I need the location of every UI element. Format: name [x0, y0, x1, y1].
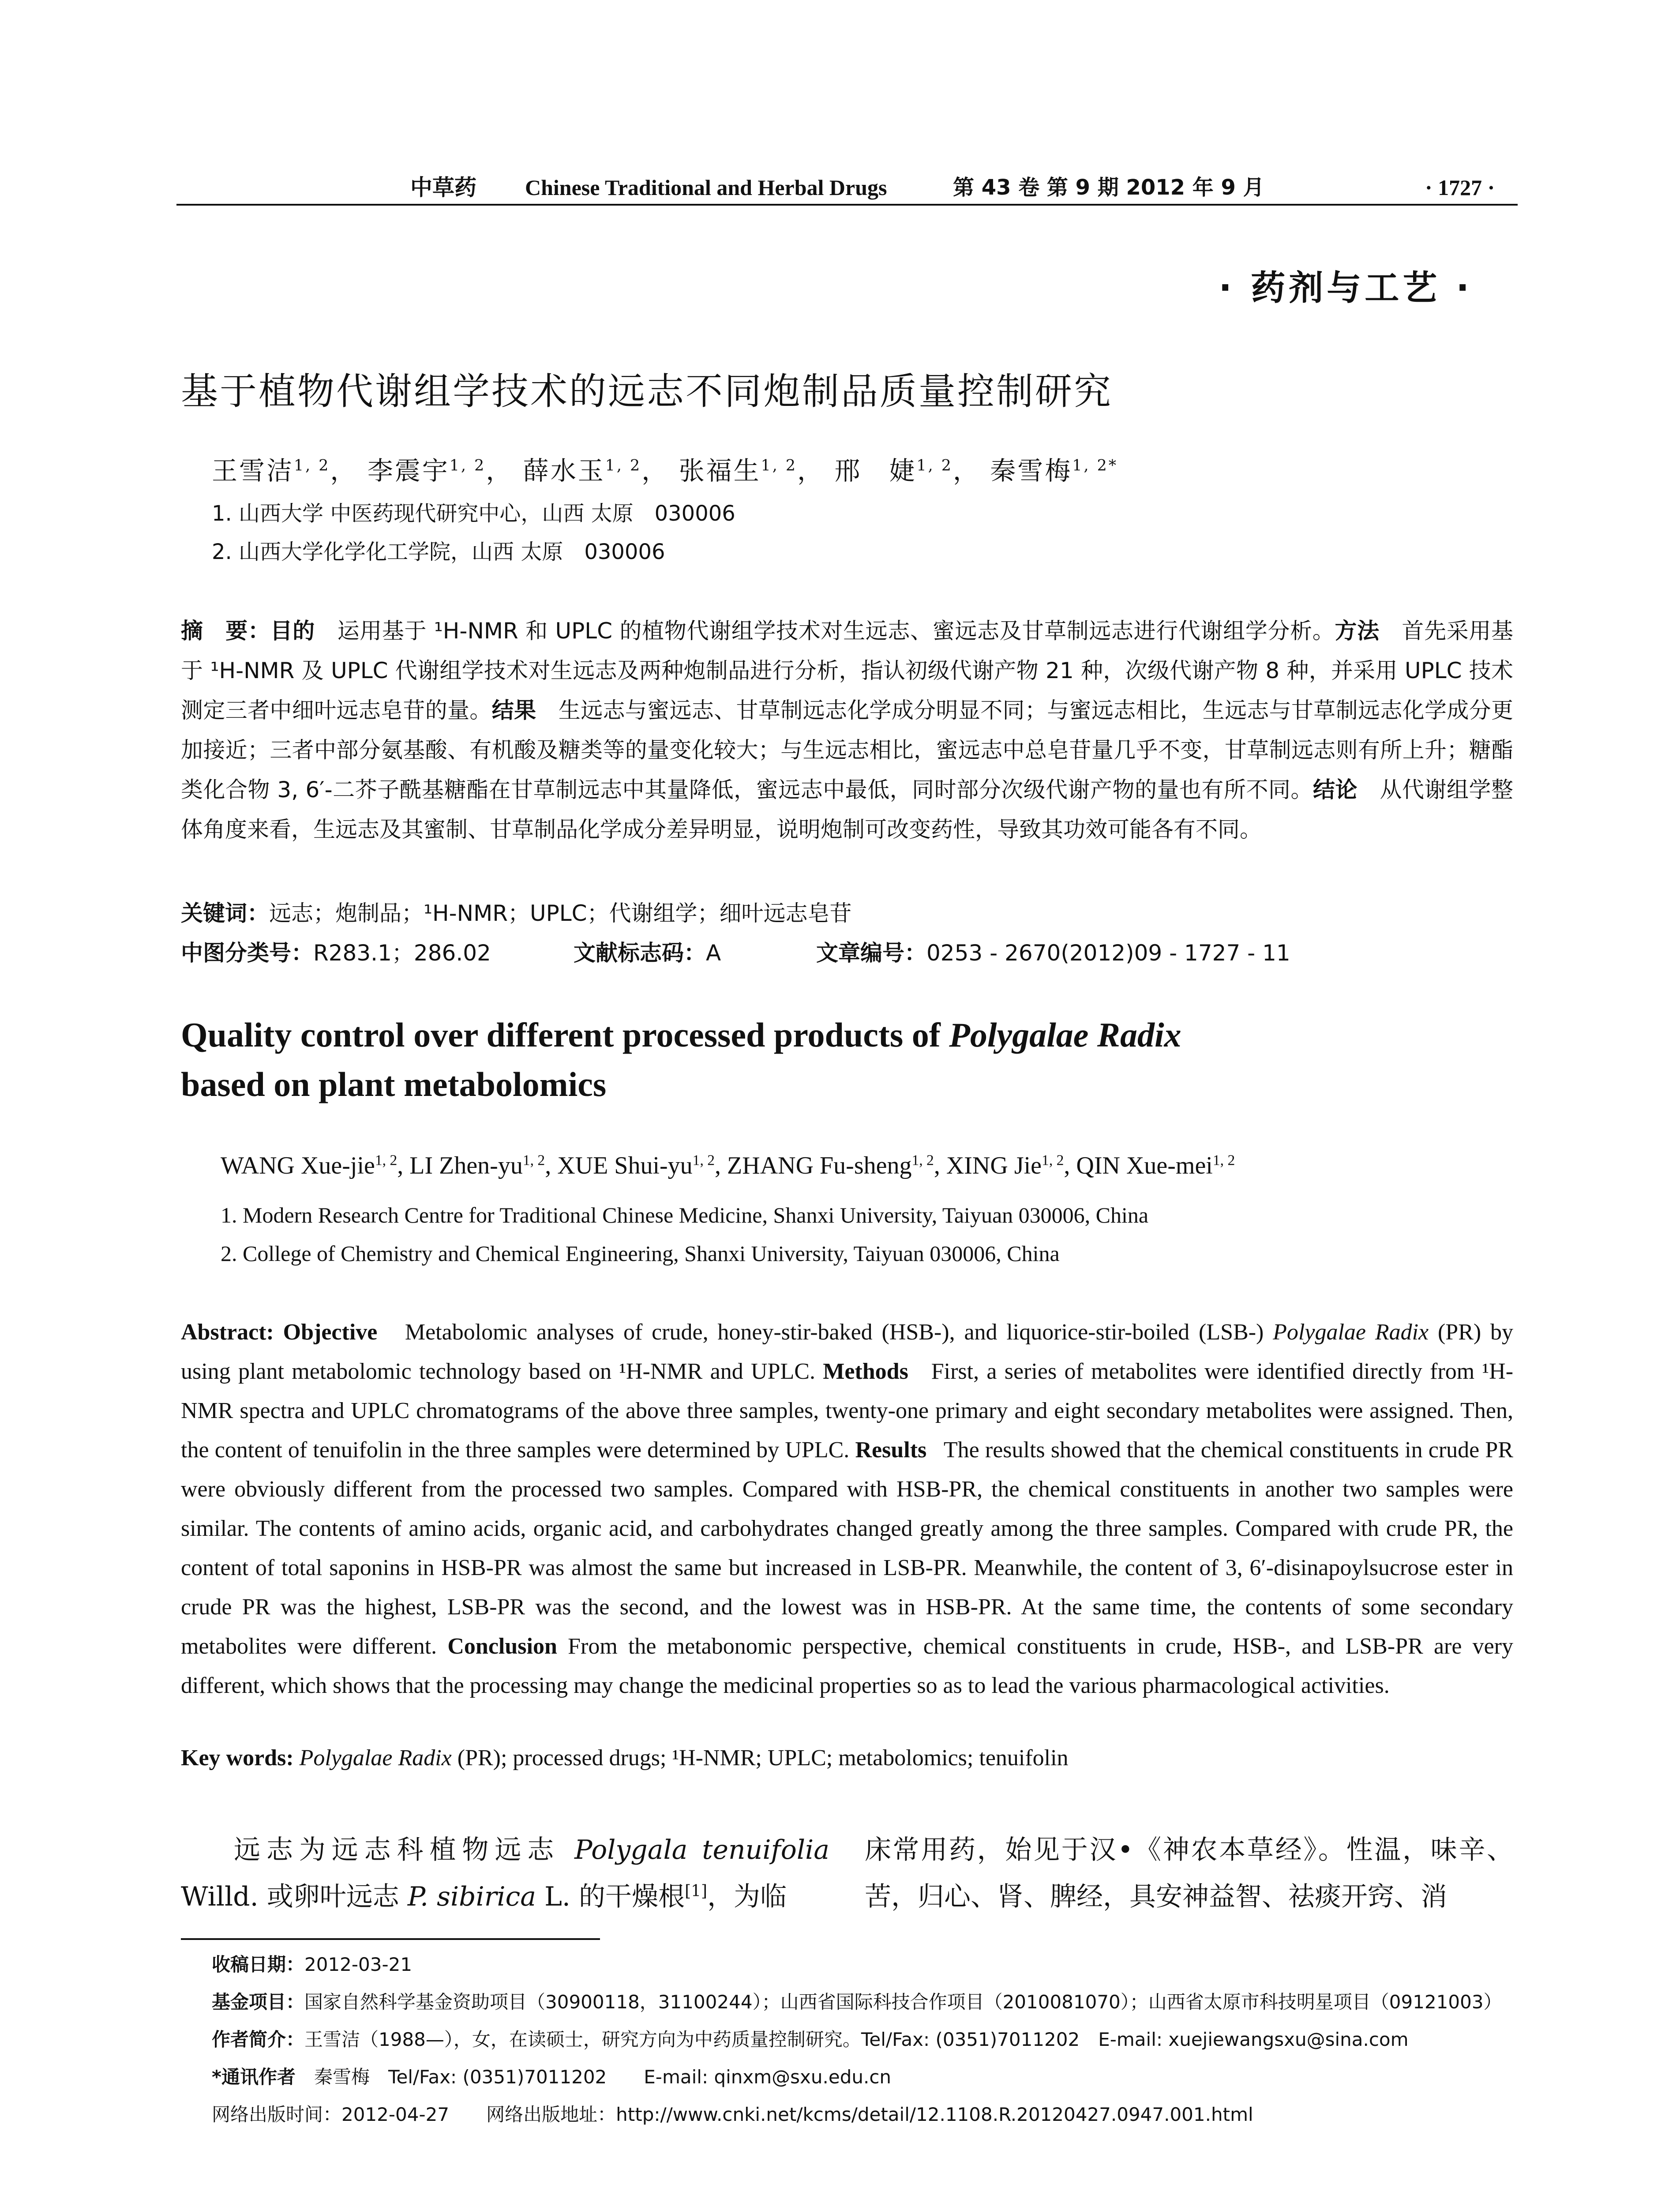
author-sup: 1, 2	[692, 1152, 715, 1169]
objective-text-b: (PR) by using plant metabolomic technology based on ¹H-NMR and UPLC.	[181, 1320, 1514, 1384]
chinese-authors: 王雪洁$^{1, 2}$， 李震宇$^{1, 2}$， 薛水玉$^{1, 2}$， 张福生$^{1, 2}$， 邢 婕$^{1, 2}$， 秦雪梅$^{1, 2*}$	[212, 456, 1118, 486]
journal-name-en: Chinese Traditional and Herbal Drugs	[525, 175, 887, 200]
methods-label: Methods	[823, 1359, 908, 1384]
author-name: LI Zhen-yu	[409, 1152, 523, 1179]
english-affiliation-1: 1. Modern Research Centre for Traditional Chinese Medicine, Shanxi University, Taiyuan 030006, China	[221, 1203, 1149, 1227]
english-title	[181, 1010, 1504, 1109]
footnote-label: 网络出版时间：	[212, 2104, 342, 2125]
species-name: P. sibirica	[407, 1881, 536, 1912]
objective-italic: Polygalae Radix	[1273, 1320, 1429, 1345]
objective-text-a: Metabolomic analyses of crude, honey-stir-baked (HSB-), and liquorice-stir-boiled (LSB-)	[405, 1320, 1273, 1345]
footnote-received	[212, 1950, 412, 1977]
clc-label: 中图分类号：	[181, 940, 313, 966]
chinese-affiliation-2: 2. 山西大学化学化工学院，山西 太原 030006	[212, 540, 665, 564]
keywords-italic: Polygalae Radix	[299, 1745, 452, 1771]
article-no-label: 文章编号：	[816, 940, 926, 966]
doc-code-label: 文献标志码：	[574, 940, 706, 966]
author-name: XING Jie	[946, 1152, 1042, 1179]
author-sup: 1, 2	[294, 457, 330, 475]
journal-issue: 第 43 卷 第 9 期 2012 年 9 月	[953, 175, 1264, 200]
footnote-label: 基金项目：	[212, 1991, 305, 2013]
footnote-correspondence	[212, 2063, 891, 2089]
footnote-fund	[212, 1988, 1502, 2014]
results-label: Results	[855, 1437, 927, 1463]
author-name: 薛水玉	[523, 456, 605, 486]
results-text: 生远志与蜜远志、甘草制远志化学成分明显不同；与蜜远志相比，生远志与甘草制远志化学成分更加接近；三者中部分氨基酸、有机酸及糖类等的量变化较大；与生远志相比，蜜远志中总皂苷量几乎不变，甘草制远志则有所上升；糖酯类化合物 3, 6′-二芥子酰基糖酯在甘草制远志中其量降低，蜜远志中最低，同时部分次级代谢产物的量也有所不同。	[181, 698, 1514, 803]
chinese-keywords	[181, 896, 851, 927]
page-number: · 1727 ·	[1425, 175, 1495, 200]
author-name: ZHANG Fu-sheng	[727, 1152, 912, 1179]
reference-mark[interactable]: [1]	[685, 1882, 708, 1900]
english-keywords	[181, 1745, 1069, 1771]
footnote-value: 2012-04-27	[341, 2104, 450, 2125]
author-name: XUE Shui-yu	[557, 1152, 693, 1179]
author-name: 王雪洁	[212, 456, 294, 486]
author-sup: 1, 2	[916, 457, 953, 475]
species-name: Polygala tenuifolia	[574, 1835, 829, 1865]
article-no-value: 0253 - 2670(2012)09 - 1727 - 11	[926, 940, 1290, 966]
author-name: QIN Xue-mei	[1076, 1152, 1213, 1179]
author-sup: 1, 2	[375, 1152, 398, 1169]
body-text: L. 的干燥根	[536, 1881, 685, 1912]
doc-code-line	[574, 935, 721, 967]
abstract-label: 摘 要：	[181, 618, 270, 644]
clc-value: R283.1；286.02	[313, 940, 491, 966]
footnote-online	[212, 2100, 1253, 2127]
doc-code-value: A	[706, 940, 721, 966]
keywords-text: (PR); processed drugs; ¹H-NMR; UPLC; metabolomics; tenuifolin	[451, 1745, 1069, 1771]
english-title-part2: based on plant metabolomics	[181, 1065, 607, 1103]
author-sup: 1, 2	[761, 457, 797, 475]
objective-label: Objective	[283, 1320, 378, 1345]
english-title-italic: Polygalae Radix	[949, 1016, 1181, 1054]
keywords-label: Key words:	[181, 1745, 294, 1771]
footnote-rule	[181, 1938, 600, 1940]
header-rule	[176, 204, 1518, 206]
footnote-label: *通讯作者	[212, 2066, 296, 2088]
author-name: WANG Xue-jie	[221, 1152, 375, 1179]
body-text: ，为临	[707, 1881, 787, 1912]
footnote-label: 网络出版地址：	[486, 2104, 616, 2125]
footnote-value: 秦雪梅 Tel/Fax: (0351)7011202 E-mail: qinxm@sxu.edu.cn	[314, 2066, 892, 2088]
author-sup: 1, 2	[911, 1152, 934, 1169]
author-sup: 1, 2	[522, 1152, 545, 1169]
english-abstract	[181, 1313, 1513, 1705]
section-tag: · 药剂与工艺 ·	[1219, 268, 1473, 308]
author-sup: 1, 2*	[1072, 457, 1118, 475]
author-name: 李震宇	[367, 456, 450, 486]
body-left-column	[181, 1827, 829, 1920]
conclusion-text: 从代谢组学整体角度来看，生远志及其蜜制、甘草制品化学成分差异明显，说明炮制可改变药性，导致其功效可能各有不同。	[181, 777, 1514, 842]
article-number-line	[816, 935, 1290, 967]
conclusion-label: Conclusion	[447, 1634, 557, 1659]
chinese-affiliation-1: 1. 山西大学 中医药现代研究中心，山西 太原 030006	[212, 501, 735, 526]
author-name: 秦雪梅	[990, 456, 1072, 486]
footnote-value: 王雪洁（1988—），女，在读硕士，研究方向为中药质量控制研究。Tel/Fax: (0351)7011202 E-mail: xuejiewangsxu@sina.com	[304, 2029, 1409, 2050]
keywords-text: 远志；炮制品；¹H-NMR；UPLC；代谢组学；细叶远志皂苷	[269, 900, 852, 926]
footnote-value: 2012-03-21	[304, 1954, 412, 1975]
results-text: The results showed that the chemical constituents in crude PR were obviously different from the processed two samples. Compared with HSB-PR, the chemical constituents in another two samples were similar. The contents of amino acids, organic acid, and carbohydrates changed greatly among the three samples. Compared with crude PR, the content of total saponins in HSB-PR was almost the same but increased in LSB-PR. Meanwhile, the content of 3, 6′-disinapoylsucrose ester in crude PR was the highest, LSB-PR was the second, and the lowest was in HSB-PR. At the same time, the contents of some secondary metabolites were different.	[181, 1437, 1514, 1659]
objective-text: 运用基于 ¹H-NMR 和 UPLC 的植物代谢组学技术对生远志、蜜远志及甘草制远志进行代谢组学分析。	[337, 618, 1335, 644]
author-sup: 1, 2	[1212, 1152, 1235, 1169]
chinese-abstract	[181, 611, 1513, 849]
classification-line	[181, 935, 491, 967]
english-title-part1: Quality control over different processed products of	[181, 1016, 949, 1054]
keywords-label: 关键词：	[181, 900, 269, 926]
results-label: 结果	[491, 698, 536, 723]
footnote-author	[212, 2025, 1409, 2052]
author-name: 邢 婕	[834, 456, 917, 486]
english-authors: WANG Xue-jie$^{1, 2}$, LI Zhen-yu$^{1, 2}$, XUE Shui-yu$^{1, 2}$, ZHANG Fu-sheng$^{1, 2}$, XING Jie$^{1, 2}$, QIN Xue-mei$^{1, 2}$	[221, 1152, 1235, 1179]
methods-label: 方法	[1335, 618, 1380, 644]
body-right-column: 床常用药，始见于汉•《神农本草经》。性温，味辛、苦，归心、肾、脾经，具安神益智、祛痰开窍、消	[865, 1835, 1513, 1912]
body-text: Willd. 或卵叶远志	[181, 1881, 408, 1912]
conclusion-label: 结论	[1313, 777, 1358, 803]
conclusion-text: From the metabonomic perspective, chemical constituents in crude, HSB-, and LSB-PR are very different, which shows that the processing may change the medicinal properties so as to lead the various pharmacological activities.	[181, 1634, 1513, 1698]
footnote-label: 作者简介：	[212, 2029, 305, 2050]
abstract-label: Abstract:	[181, 1320, 274, 1345]
body-text: 远志为远志科植物远志	[234, 1835, 575, 1865]
author-name: 张福生	[679, 456, 761, 486]
chinese-title: 基于植物代谢组学技术的远志不同炮制品质量控制研究	[181, 370, 1113, 413]
journal-name-cn: 中草药	[410, 174, 476, 200]
footnote-label: 收稿日期：	[212, 1954, 305, 1975]
author-sup: 1, 2	[605, 457, 642, 475]
author-sup: 1, 2	[1042, 1152, 1064, 1169]
methods-text: 首先采用基于 ¹H-NMR 及 UPLC 代谢组学技术对生远志及两种炮制品进行分析，指认初级代谢产物 21 种，次级代谢产物 8 种，并采用 UPLC 技术测定三者中细叶远志皂苷的量。	[181, 618, 1514, 723]
footnote-value: 国家自然科学基金资助项目（30900118，31100244）；山西省国际科技合作项目（2010081070）；山西省太原市科技明星项目（09121003）	[304, 1991, 1502, 2013]
objective-label: 目的	[270, 618, 315, 644]
english-affiliation-2: 2. College of Chemistry and Chemical Engineering, Shanxi University, Taiyuan 030006, China	[221, 1241, 1060, 1266]
author-sup: 1, 2	[449, 457, 486, 475]
methods-text: First, a series of metabolites were identified directly from ¹H-NMR spectra and UPLC chromatograms of the above three samples, twenty-one primary and eight secondary metabolites were assigned. Then, the content of tenuifolin in the three samples were determined by UPLC.	[181, 1359, 1514, 1463]
online-url-link[interactable]: http://www.cnki.net/kcms/detail/12.1108.R.20120427.0947.001.html	[616, 2104, 1253, 2125]
